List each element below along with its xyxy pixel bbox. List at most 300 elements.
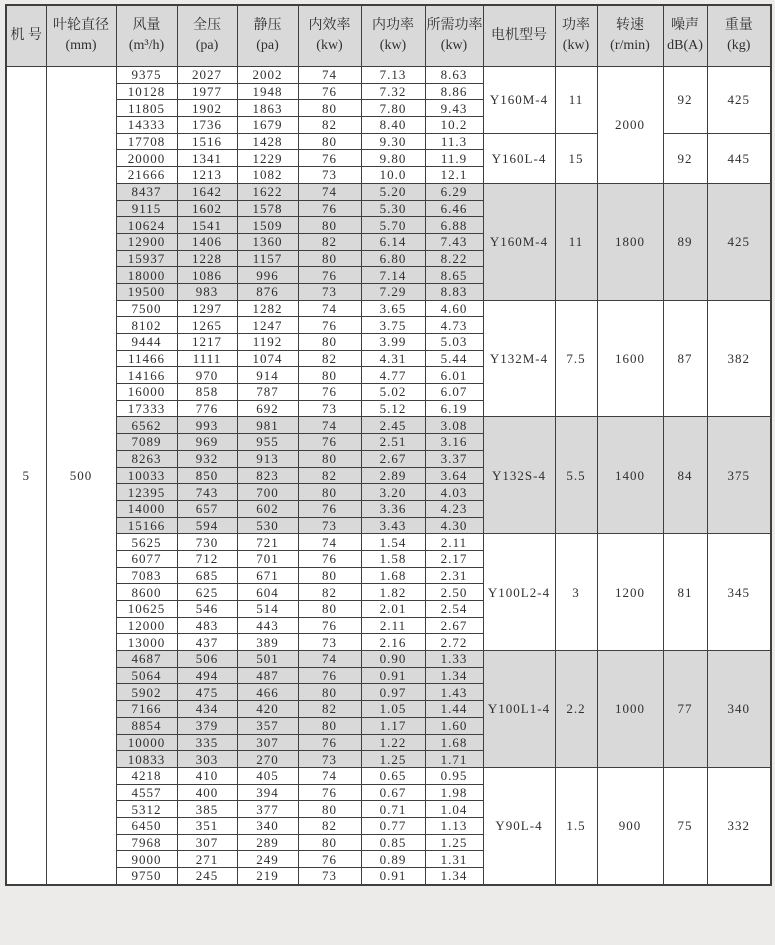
cell-required-power: 2.54 [425, 601, 483, 618]
cell-internal-power: 6.14 [361, 233, 425, 250]
cell-static-pressure: 466 [237, 684, 298, 701]
cell-required-power: 0.95 [425, 767, 483, 784]
header-line2: (pa) [195, 38, 219, 53]
cell-total-pressure: 400 [177, 784, 237, 801]
cell-internal-efficiency: 82 [298, 584, 361, 601]
cell-internal-power: 1.58 [361, 550, 425, 567]
cell-required-power: 8.86 [425, 83, 483, 100]
cell-air-volume: 16000 [116, 384, 177, 401]
column-header-noise [663, 5, 707, 67]
cell-required-power: 2.17 [425, 550, 483, 567]
cell-air-volume: 6562 [116, 417, 177, 434]
cell-internal-power: 7.29 [361, 283, 425, 300]
cell-air-volume: 10625 [116, 601, 177, 618]
cell-air-volume: 8263 [116, 450, 177, 467]
cell-required-power: 6.29 [425, 183, 483, 200]
cell-internal-power: 5.70 [361, 217, 425, 234]
cell-static-pressure: 420 [237, 701, 298, 718]
header-line1: 功率 [562, 17, 590, 33]
cell-required-power: 1.68 [425, 734, 483, 751]
cell-internal-efficiency: 74 [298, 534, 361, 551]
cell-motor-power: 1.5 [555, 767, 597, 884]
cell-internal-efficiency: 80 [298, 684, 361, 701]
cell-static-pressure: 443 [237, 617, 298, 634]
cell-air-volume: 10833 [116, 751, 177, 768]
cell-required-power: 3.37 [425, 450, 483, 467]
cell-internal-efficiency: 73 [298, 634, 361, 651]
table-row [6, 767, 771, 784]
cell-total-pressure: 970 [177, 367, 237, 384]
cell-internal-efficiency: 76 [298, 384, 361, 401]
cell-total-pressure: 712 [177, 550, 237, 567]
cell-air-volume: 15937 [116, 250, 177, 267]
column-header-motor-model [483, 5, 555, 67]
cell-speed: 900 [597, 767, 663, 884]
cell-required-power: 8.22 [425, 250, 483, 267]
cell-total-pressure: 1111 [177, 350, 237, 367]
cell-static-pressure: 249 [237, 851, 298, 868]
cell-required-power: 4.73 [425, 317, 483, 334]
cell-static-pressure: 913 [237, 450, 298, 467]
header-line2: (m³/h) [128, 38, 165, 53]
cell-internal-power: 7.32 [361, 83, 425, 100]
cell-internal-efficiency: 76 [298, 150, 361, 167]
cell-internal-power: 7.80 [361, 100, 425, 117]
cell-internal-power: 2.67 [361, 450, 425, 467]
table-row [6, 417, 771, 434]
cell-static-pressure: 1679 [237, 117, 298, 134]
cell-static-pressure: 1282 [237, 300, 298, 317]
cell-total-pressure: 1516 [177, 133, 237, 150]
cell-air-volume: 5625 [116, 534, 177, 551]
cell-required-power: 2.31 [425, 567, 483, 584]
cell-internal-efficiency: 74 [298, 67, 361, 84]
cell-speed: 1600 [597, 300, 663, 417]
cell-total-pressure: 483 [177, 617, 237, 634]
cell-internal-efficiency: 73 [298, 517, 361, 534]
cell-static-pressure: 876 [237, 283, 298, 300]
cell-total-pressure: 379 [177, 717, 237, 734]
cell-required-power: 2.50 [425, 584, 483, 601]
cell-internal-power: 4.31 [361, 350, 425, 367]
cell-weight: 382 [707, 300, 771, 417]
cell-total-pressure: 932 [177, 450, 237, 467]
cell-air-volume: 9750 [116, 868, 177, 885]
table-row [6, 300, 771, 317]
header-line1: 内功率 [372, 17, 414, 33]
cell-air-volume: 17333 [116, 400, 177, 417]
cell-internal-power: 5.02 [361, 384, 425, 401]
cell-internal-efficiency: 76 [298, 667, 361, 684]
cell-internal-power: 5.20 [361, 183, 425, 200]
cell-weight: 445 [707, 133, 771, 183]
header-line1: 转速 [616, 17, 644, 33]
cell-internal-power: 1.54 [361, 534, 425, 551]
cell-static-pressure: 1622 [237, 183, 298, 200]
column-header-required-power [425, 5, 483, 67]
cell-internal-power: 0.77 [361, 817, 425, 834]
cell-air-volume: 11466 [116, 350, 177, 367]
cell-internal-efficiency: 82 [298, 350, 361, 367]
cell-internal-efficiency: 82 [298, 817, 361, 834]
cell-noise: 92 [663, 133, 707, 183]
cell-internal-efficiency: 73 [298, 868, 361, 885]
cell-internal-power: 8.40 [361, 117, 425, 134]
cell-static-pressure: 501 [237, 651, 298, 668]
cell-air-volume: 4687 [116, 651, 177, 668]
table-row [6, 67, 771, 84]
cell-air-volume: 18000 [116, 267, 177, 284]
cell-internal-power: 3.36 [361, 500, 425, 517]
cell-internal-power: 2.01 [361, 601, 425, 618]
cell-total-pressure: 475 [177, 684, 237, 701]
column-header-speed [597, 5, 663, 67]
cell-static-pressure: 955 [237, 434, 298, 451]
cell-weight: 375 [707, 417, 771, 534]
cell-static-pressure: 602 [237, 500, 298, 517]
cell-total-pressure: 993 [177, 417, 237, 434]
table-body [6, 67, 771, 885]
cell-required-power: 4.23 [425, 500, 483, 517]
cell-internal-efficiency: 74 [298, 767, 361, 784]
fan-spec-table [5, 4, 772, 886]
cell-total-pressure: 685 [177, 567, 237, 584]
cell-internal-power: 7.14 [361, 267, 425, 284]
cell-static-pressure: 721 [237, 534, 298, 551]
cell-speed: 1400 [597, 417, 663, 534]
cell-internal-power: 1.82 [361, 584, 425, 601]
cell-total-pressure: 743 [177, 484, 237, 501]
cell-internal-power: 10.0 [361, 167, 425, 184]
cell-motor-model: Y90L-4 [483, 767, 555, 884]
header-line2: (mm) [65, 38, 97, 53]
cell-internal-efficiency: 82 [298, 117, 361, 134]
cell-total-pressure: 437 [177, 634, 237, 651]
cell-total-pressure: 351 [177, 817, 237, 834]
cell-static-pressure: 340 [237, 817, 298, 834]
cell-internal-efficiency: 80 [298, 801, 361, 818]
cell-required-power: 8.65 [425, 267, 483, 284]
cell-static-pressure: 394 [237, 784, 298, 801]
cell-internal-efficiency: 80 [298, 334, 361, 351]
cell-total-pressure: 434 [177, 701, 237, 718]
cell-required-power: 4.30 [425, 517, 483, 534]
table-row [6, 183, 771, 200]
cell-air-volume: 14000 [116, 500, 177, 517]
cell-required-power: 8.83 [425, 283, 483, 300]
cell-internal-efficiency: 76 [298, 317, 361, 334]
cell-air-volume: 8437 [116, 183, 177, 200]
cell-motor-power: 3 [555, 534, 597, 651]
cell-static-pressure: 1360 [237, 233, 298, 250]
cell-internal-efficiency: 76 [298, 617, 361, 634]
column-header-impeller-diameter [46, 5, 116, 67]
cell-weight: 425 [707, 183, 771, 300]
cell-required-power: 1.34 [425, 868, 483, 885]
cell-static-pressure: 270 [237, 751, 298, 768]
header-line1: 机 号 [10, 27, 42, 43]
cell-internal-power: 7.13 [361, 67, 425, 84]
cell-total-pressure: 1736 [177, 117, 237, 134]
cell-air-volume: 8854 [116, 717, 177, 734]
table-row [6, 651, 771, 668]
cell-internal-efficiency: 76 [298, 784, 361, 801]
cell-required-power: 8.63 [425, 67, 483, 84]
cell-internal-efficiency: 82 [298, 467, 361, 484]
cell-internal-efficiency: 74 [298, 651, 361, 668]
cell-static-pressure: 981 [237, 417, 298, 434]
cell-static-pressure: 1578 [237, 200, 298, 217]
cell-motor-model: Y160M-4 [483, 183, 555, 300]
cell-static-pressure: 701 [237, 550, 298, 567]
header-line2: (pa) [256, 38, 279, 53]
cell-total-pressure: 1265 [177, 317, 237, 334]
cell-air-volume: 10128 [116, 83, 177, 100]
cell-total-pressure: 1341 [177, 150, 237, 167]
cell-total-pressure: 1902 [177, 100, 237, 117]
cell-static-pressure: 530 [237, 517, 298, 534]
cell-static-pressure: 823 [237, 467, 298, 484]
cell-air-volume: 7500 [116, 300, 177, 317]
cell-motor-model: Y132S-4 [483, 417, 555, 534]
cell-total-pressure: 307 [177, 834, 237, 851]
cell-required-power: 1.34 [425, 667, 483, 684]
cell-required-power: 11.3 [425, 133, 483, 150]
cell-required-power: 1.13 [425, 817, 483, 834]
column-header-motor-power [555, 5, 597, 67]
cell-air-volume: 5902 [116, 684, 177, 701]
cell-air-volume: 13000 [116, 634, 177, 651]
cell-impeller-diameter: 500 [46, 67, 116, 885]
header-line1: 电机型号 [491, 27, 547, 43]
cell-total-pressure: 1213 [177, 167, 237, 184]
column-header-weight [707, 5, 771, 67]
cell-air-volume: 19500 [116, 283, 177, 300]
cell-air-volume: 5312 [116, 801, 177, 818]
cell-motor-model: Y160M-4 [483, 67, 555, 134]
cell-internal-efficiency: 80 [298, 450, 361, 467]
cell-air-volume: 10624 [116, 217, 177, 234]
header-line1: 全压 [193, 17, 221, 33]
cell-internal-efficiency: 80 [298, 367, 361, 384]
cell-static-pressure: 700 [237, 484, 298, 501]
cell-static-pressure: 1192 [237, 334, 298, 351]
cell-static-pressure: 219 [237, 868, 298, 885]
column-header-internal-power [361, 5, 425, 67]
cell-internal-efficiency: 80 [298, 484, 361, 501]
cell-required-power: 6.19 [425, 400, 483, 417]
cell-required-power: 5.03 [425, 334, 483, 351]
cell-static-pressure: 377 [237, 801, 298, 818]
cell-static-pressure: 1509 [237, 217, 298, 234]
header-line2: (kw) [316, 38, 343, 53]
cell-noise: 92 [663, 67, 707, 134]
cell-internal-efficiency: 76 [298, 851, 361, 868]
cell-speed: 1800 [597, 183, 663, 300]
cell-noise: 84 [663, 417, 707, 534]
cell-total-pressure: 1642 [177, 183, 237, 200]
cell-total-pressure: 858 [177, 384, 237, 401]
cell-internal-power: 0.65 [361, 767, 425, 784]
cell-required-power: 12.1 [425, 167, 483, 184]
cell-total-pressure: 410 [177, 767, 237, 784]
cell-total-pressure: 1297 [177, 300, 237, 317]
cell-noise: 75 [663, 767, 707, 884]
cell-static-pressure: 996 [237, 267, 298, 284]
cell-internal-power: 0.97 [361, 684, 425, 701]
cell-total-pressure: 1228 [177, 250, 237, 267]
cell-total-pressure: 245 [177, 868, 237, 885]
cell-air-volume: 4218 [116, 767, 177, 784]
cell-required-power: 2.11 [425, 534, 483, 551]
cell-internal-power: 2.89 [361, 467, 425, 484]
cell-total-pressure: 1977 [177, 83, 237, 100]
cell-static-pressure: 357 [237, 717, 298, 734]
cell-internal-efficiency: 73 [298, 167, 361, 184]
cell-machine-no: 5 [6, 67, 46, 885]
cell-internal-efficiency: 73 [298, 400, 361, 417]
cell-static-pressure: 1948 [237, 83, 298, 100]
cell-internal-efficiency: 76 [298, 200, 361, 217]
cell-internal-power: 0.67 [361, 784, 425, 801]
cell-motor-power: 5.5 [555, 417, 597, 534]
cell-static-pressure: 307 [237, 734, 298, 751]
cell-internal-efficiency: 80 [298, 601, 361, 618]
cell-air-volume: 11805 [116, 100, 177, 117]
cell-weight: 332 [707, 767, 771, 884]
cell-required-power: 6.07 [425, 384, 483, 401]
cell-internal-power: 9.80 [361, 150, 425, 167]
cell-required-power: 1.71 [425, 751, 483, 768]
cell-total-pressure: 271 [177, 851, 237, 868]
cell-motor-power: 11 [555, 183, 597, 300]
cell-internal-efficiency: 76 [298, 550, 361, 567]
cell-internal-efficiency: 76 [298, 500, 361, 517]
cell-speed: 1200 [597, 534, 663, 651]
header-line1: 静压 [253, 17, 282, 33]
cell-total-pressure: 385 [177, 801, 237, 818]
column-header-total-pressure [177, 5, 237, 67]
cell-static-pressure: 692 [237, 400, 298, 417]
cell-required-power: 2.67 [425, 617, 483, 634]
cell-motor-power: 15 [555, 133, 597, 183]
cell-air-volume: 10033 [116, 467, 177, 484]
cell-internal-power: 0.89 [361, 851, 425, 868]
cell-total-pressure: 1541 [177, 217, 237, 234]
cell-internal-efficiency: 80 [298, 133, 361, 150]
header-line2: (kw) [562, 38, 590, 53]
cell-required-power: 1.31 [425, 851, 483, 868]
cell-required-power: 6.88 [425, 217, 483, 234]
cell-total-pressure: 1086 [177, 267, 237, 284]
cell-speed: 1000 [597, 651, 663, 768]
header-line2: (kw) [379, 38, 407, 53]
cell-speed: 2000 [597, 67, 663, 184]
cell-weight: 345 [707, 534, 771, 651]
cell-noise: 89 [663, 183, 707, 300]
column-header-air-volume [116, 5, 177, 67]
column-header-machine-no [6, 5, 46, 67]
cell-internal-efficiency: 82 [298, 701, 361, 718]
header-line1: 叶轮直径 [53, 17, 109, 33]
cell-internal-power: 2.45 [361, 417, 425, 434]
cell-static-pressure: 405 [237, 767, 298, 784]
cell-air-volume: 9000 [116, 851, 177, 868]
cell-internal-power: 0.90 [361, 651, 425, 668]
cell-static-pressure: 1247 [237, 317, 298, 334]
cell-static-pressure: 1074 [237, 350, 298, 367]
cell-required-power: 1.04 [425, 801, 483, 818]
cell-air-volume: 12000 [116, 617, 177, 634]
cell-total-pressure: 594 [177, 517, 237, 534]
cell-internal-efficiency: 74 [298, 417, 361, 434]
cell-internal-power: 2.51 [361, 434, 425, 451]
cell-internal-power: 0.85 [361, 834, 425, 851]
cell-static-pressure: 1428 [237, 133, 298, 150]
cell-required-power: 1.43 [425, 684, 483, 701]
cell-internal-efficiency: 80 [298, 100, 361, 117]
cell-air-volume: 6450 [116, 817, 177, 834]
column-header-static-pressure [237, 5, 298, 67]
cell-weight: 425 [707, 67, 771, 134]
header-line1: 重量 [724, 17, 753, 33]
cell-air-volume: 8600 [116, 584, 177, 601]
cell-internal-power: 3.20 [361, 484, 425, 501]
cell-internal-efficiency: 73 [298, 751, 361, 768]
cell-air-volume: 14166 [116, 367, 177, 384]
cell-air-volume: 21666 [116, 167, 177, 184]
cell-total-pressure: 1406 [177, 233, 237, 250]
cell-noise: 81 [663, 534, 707, 651]
cell-required-power: 3.16 [425, 434, 483, 451]
cell-required-power: 1.98 [425, 784, 483, 801]
cell-total-pressure: 983 [177, 283, 237, 300]
cell-internal-power: 1.22 [361, 734, 425, 751]
header-line1: 风量 [132, 17, 161, 33]
cell-internal-power: 2.16 [361, 634, 425, 651]
cell-total-pressure: 625 [177, 584, 237, 601]
cell-required-power: 9.43 [425, 100, 483, 117]
cell-air-volume: 5064 [116, 667, 177, 684]
cell-internal-power: 3.99 [361, 334, 425, 351]
cell-air-volume: 12900 [116, 233, 177, 250]
cell-static-pressure: 514 [237, 601, 298, 618]
cell-required-power: 6.01 [425, 367, 483, 384]
cell-internal-power: 1.17 [361, 717, 425, 734]
cell-total-pressure: 969 [177, 434, 237, 451]
cell-internal-power: 3.75 [361, 317, 425, 334]
cell-total-pressure: 776 [177, 400, 237, 417]
cell-internal-power: 1.68 [361, 567, 425, 584]
cell-internal-efficiency: 76 [298, 267, 361, 284]
cell-static-pressure: 787 [237, 384, 298, 401]
cell-motor-model: Y160L-4 [483, 133, 555, 183]
cell-internal-efficiency: 80 [298, 217, 361, 234]
cell-internal-efficiency: 76 [298, 734, 361, 751]
cell-internal-power: 3.43 [361, 517, 425, 534]
cell-air-volume: 17708 [116, 133, 177, 150]
header-line1: 所需功率 [426, 17, 483, 33]
cell-internal-power: 3.65 [361, 300, 425, 317]
cell-required-power: 5.44 [425, 350, 483, 367]
cell-internal-efficiency: 80 [298, 567, 361, 584]
header-line2: (kw) [440, 38, 468, 53]
cell-total-pressure: 730 [177, 534, 237, 551]
cell-weight: 340 [707, 651, 771, 768]
cell-total-pressure: 657 [177, 500, 237, 517]
cell-internal-efficiency: 74 [298, 183, 361, 200]
cell-motor-power: 11 [555, 67, 597, 134]
